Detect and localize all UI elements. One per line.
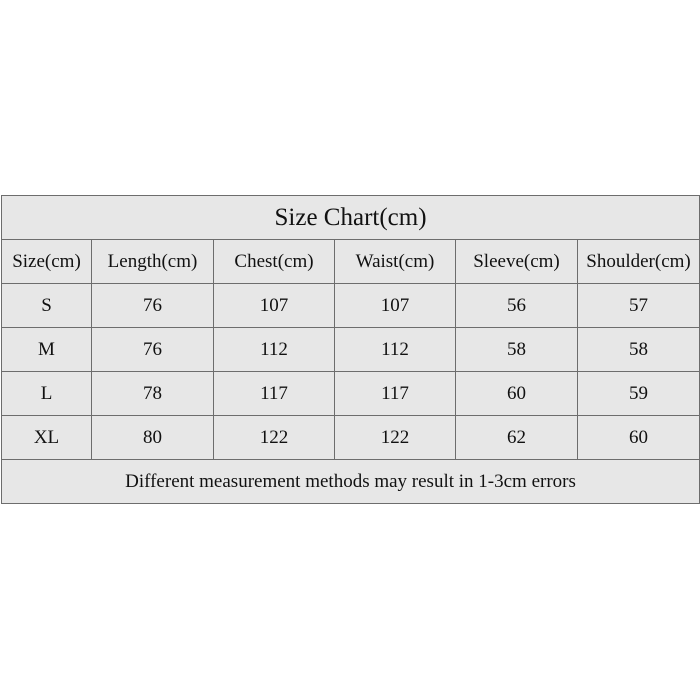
- size-cell: M: [2, 328, 92, 372]
- sleeve-cell: 58: [456, 328, 578, 372]
- column-header-size: Size(cm): [2, 240, 92, 284]
- waist-cell: 107: [335, 284, 456, 328]
- shoulder-cell: 59: [578, 372, 700, 416]
- table-row: [2, 328, 700, 372]
- table-row: [2, 372, 700, 416]
- note-row: [2, 460, 700, 504]
- length-cell: 76: [92, 284, 214, 328]
- length-cell: 78: [92, 372, 214, 416]
- waist-cell: 112: [335, 328, 456, 372]
- waist-cell: 117: [335, 372, 456, 416]
- title-row: [2, 196, 700, 240]
- column-header-length: Length(cm): [92, 240, 214, 284]
- measurement-note: Different measurement methods may result in 1-3cm errors: [2, 460, 700, 504]
- shoulder-cell: 58: [578, 328, 700, 372]
- chest-cell: 112: [214, 328, 335, 372]
- table-row: [2, 416, 700, 460]
- sleeve-cell: 60: [456, 372, 578, 416]
- header-row: [2, 240, 700, 284]
- column-header-waist: Waist(cm): [335, 240, 456, 284]
- length-cell: 76: [92, 328, 214, 372]
- size-cell: S: [2, 284, 92, 328]
- chest-cell: 117: [214, 372, 335, 416]
- size-cell: L: [2, 372, 92, 416]
- shoulder-cell: 60: [578, 416, 700, 460]
- waist-cell: 122: [335, 416, 456, 460]
- size-chart-table: [1, 195, 700, 504]
- shoulder-cell: 57: [578, 284, 700, 328]
- sleeve-cell: 56: [456, 284, 578, 328]
- table-row: [2, 284, 700, 328]
- chest-cell: 107: [214, 284, 335, 328]
- column-header-chest: Chest(cm): [214, 240, 335, 284]
- chart-title: Size Chart(cm): [2, 196, 700, 240]
- sleeve-cell: 62: [456, 416, 578, 460]
- column-header-sleeve: Sleeve(cm): [456, 240, 578, 284]
- size-cell: XL: [2, 416, 92, 460]
- column-header-shoulder: Shoulder(cm): [578, 240, 700, 284]
- length-cell: 80: [92, 416, 214, 460]
- chest-cell: 122: [214, 416, 335, 460]
